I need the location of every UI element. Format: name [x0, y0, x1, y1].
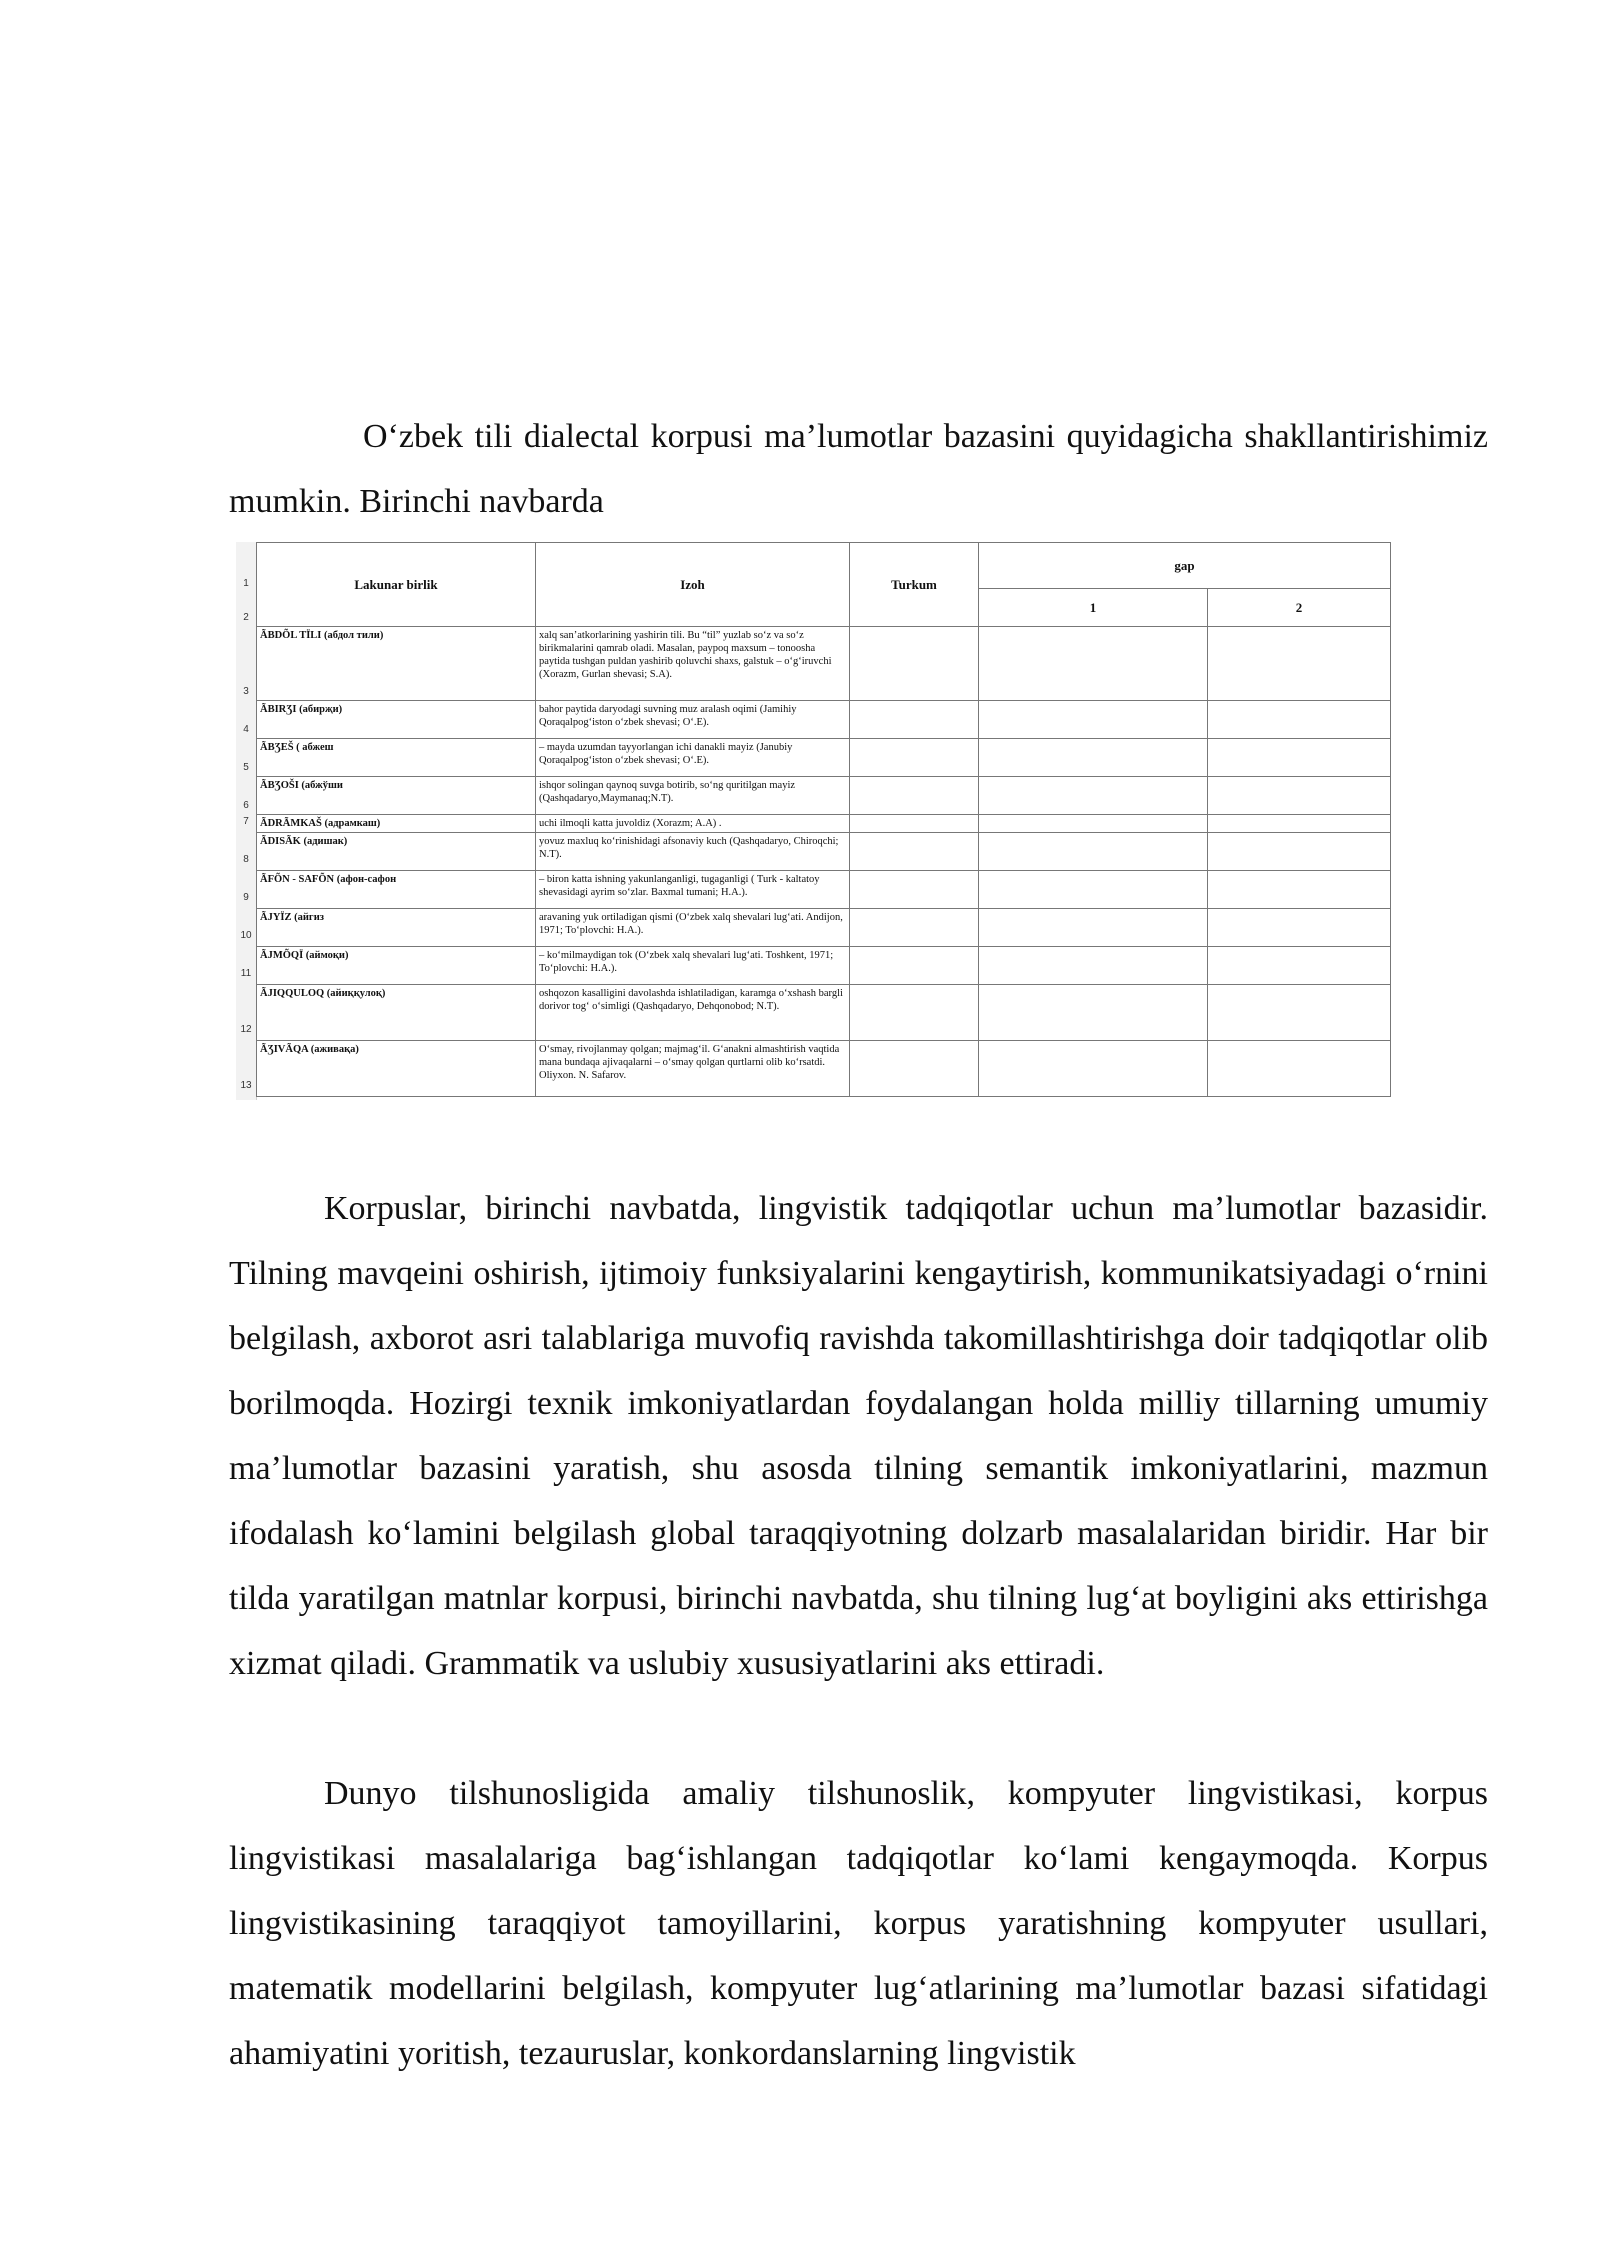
- row-number: 5: [243, 762, 249, 773]
- row-number: 12: [240, 1024, 252, 1035]
- cell-gap-1: [979, 871, 1208, 909]
- cell-lakunar-birlik: ÃBƷEŠ ( абжеш: [257, 739, 536, 777]
- table-row: [257, 947, 1391, 985]
- cell-gap-2: [1208, 947, 1391, 985]
- row-number-gutter: [236, 542, 257, 1100]
- cell-gap-1: [979, 739, 1208, 777]
- cell-izoh: oshqozon kasalligini davolashda ishlatiladigan, karamga o‘xshash bargli dorivor tog‘ o‘simligi (Qashqadaryo, Dehqonobod; N.T).: [536, 985, 850, 1041]
- body-paragraph-dunyo: Dunyo tilshunosligida amaliy tilshunoslik, kompyuter lingvistikasi, korpus lingvistikasi masalalariga bag‘ishlangan tadqiqotlar ko‘lami kengaymoqda. Korpus lingvistikasining taraqqiyot tamoyillarini, korpus yaratishning kompyuter usullari, matematik modellarini belgilash, kompyuter lug‘atlarining ma’lumotlar bazasi sifatidagi ahamiyatini yoritish, tezauruslar, konkordanslarning lingvistik: [229, 1775, 1488, 2072]
- cell-lakunar-birlik: ÃJIQQULOQ (айиққулоқ): [257, 985, 536, 1041]
- cell-lakunar-birlik: ÃƷIVÃQA (аживақа): [257, 1041, 536, 1097]
- cell-lakunar-birlik: ÃBƷOŠI (абжўши: [257, 777, 536, 815]
- table-row: [257, 833, 1391, 871]
- row-number: 4: [243, 724, 249, 735]
- table-row: [257, 985, 1391, 1041]
- header-turkum: Turkum: [850, 543, 979, 627]
- cell-gap-1: [979, 1041, 1208, 1097]
- header-gap-1: 1: [979, 589, 1208, 627]
- row-number: 2: [243, 612, 249, 623]
- cell-gap-2: [1208, 985, 1391, 1041]
- table-row: [257, 627, 1391, 701]
- row-number: 6: [243, 800, 249, 811]
- row-number: 3: [243, 686, 249, 697]
- table-row: [257, 815, 1391, 833]
- row-number: 11: [240, 968, 252, 979]
- cell-izoh: O‘smay, rivojlanmay qolgan; majmag‘il. G‘anakni almashtirish vaqtida mana bundaqa ajivaqalarni – o‘smay qolgan qurtlarni olib ko‘rsatdi. Oliyxon. N. Safarov.: [536, 1041, 850, 1097]
- cell-turkum: [850, 985, 979, 1041]
- body-paragraph-korpuslar: Korpuslar, birinchi navbatda, lingvistik tadqiqotlar uchun ma’lumotlar bazasidir. Tilning mavqeini oshirish, ijtimoiy funksiyalarini kengaytirish, kommunikatsiyadagi o‘rnini belgilash, axborot asri talablariga muvofiq ravishda takomillashtirishga doir tadqiqotlar olib borilmoqda. Hozirgi texnik imkoniyatlardan foydalangan holda milliy tillarning umumiy ma’lumotlar bazasini yaratish, shu asosda tilning semantik imkoniyatlarini, mazmun ifodalash ko‘lamini belgilash global taraqqiyotning dolzarb masalalaridan biridir. Har bir tilda yaratilgan matnlar korpusi, birinchi navbatda, shu tilning lug‘at boyligini aks ettirishga xizmat qiladi. Grammatik va uslubiy xususiyatlarini aks ettiradi.: [229, 1190, 1488, 1682]
- cell-lakunar-birlik: ÃDRÃMKAŠ (адрамкаш): [257, 815, 536, 833]
- cell-gap-1: [979, 777, 1208, 815]
- cell-lakunar-birlik: ÃBDÕL TÏLI (абдол тили): [257, 627, 536, 701]
- cell-izoh: uchi ilmoqli katta juvoldiz (Xorazm; A.A) .: [536, 815, 850, 833]
- cell-gap-2: [1208, 833, 1391, 871]
- cell-turkum: [850, 701, 979, 739]
- table-row: [257, 1041, 1391, 1097]
- cell-gap-2: [1208, 627, 1391, 701]
- cell-lakunar-birlik: ÃJMÕQÏ (аймоқи): [257, 947, 536, 985]
- table-row: [257, 909, 1391, 947]
- table-row: [257, 701, 1391, 739]
- cell-gap-2: [1208, 701, 1391, 739]
- cell-gap-2: [1208, 815, 1391, 833]
- row-number: 10: [240, 930, 252, 941]
- cell-gap-2: [1208, 909, 1391, 947]
- cell-izoh: – ko‘milmaydigan tok (O‘zbek xalq shevalari lug‘ati. Toshkent, 1971; To‘plovchi: H.A.).: [536, 947, 850, 985]
- cell-gap-1: [979, 909, 1208, 947]
- cell-turkum: [850, 1041, 979, 1097]
- cell-lakunar-birlik: ÃDISÃK (адишак): [257, 833, 536, 871]
- header-gap: gap: [979, 543, 1391, 589]
- cell-izoh: ishqor solingan qaynoq suvga botirib, so‘ng quritilgan mayiz (Qashqadaryo,Maymanaq;N.T).: [536, 777, 850, 815]
- cell-turkum: [850, 833, 979, 871]
- row-number: 1: [243, 578, 249, 589]
- cell-gap-1: [979, 815, 1208, 833]
- row-number: 13: [240, 1080, 252, 1091]
- cell-izoh: xalq san’atkorlarining yashirin tili. Bu “til” yuzlab so‘z va so‘z birikmalarini qamrab oladi. Masalan, paypoq maxsum – tonoosha paytida tushgan puldan yashirib qoluvchi shaxs, galstuk – o‘g‘iruvchi (Xorazm, Gurlan shevasi; S.A).: [536, 627, 850, 701]
- dialect-corpus-table-image: [236, 542, 1391, 1100]
- cell-lakunar-birlik: ÃBIRƷI (абирҗи): [257, 701, 536, 739]
- row-number: 7: [243, 816, 249, 827]
- header-lakunar-birlik: Lakunar birlik: [257, 543, 536, 627]
- cell-turkum: [850, 909, 979, 947]
- cell-gap-2: [1208, 871, 1391, 909]
- cell-gap-1: [979, 833, 1208, 871]
- cell-gap-2: [1208, 777, 1391, 815]
- table-row: [257, 871, 1391, 909]
- cell-turkum: [850, 739, 979, 777]
- cell-izoh: – biron katta ishning yakunlanganligi, tugaganligi ( Turk - kaltatoy shevasidagi ayrim so‘zlar. Baxmal tumani; H.A.).: [536, 871, 850, 909]
- cell-izoh: bahor paytida daryodagi suvning muz aralash oqimi (Jamihiy Qoraqalpog‘iston o‘zbek shevasi; O‘.E).: [536, 701, 850, 739]
- cell-lakunar-birlik: ÃJYÏZ (айгиз: [257, 909, 536, 947]
- cell-izoh: – mayda uzumdan tayyorlangan ichi danakli mayiz (Janubiy Qoraqalpog‘iston o‘zbek shevasi; O‘.E).: [536, 739, 850, 777]
- cell-gap-1: [979, 985, 1208, 1041]
- row-number: 8: [243, 854, 249, 865]
- cell-gap-2: [1208, 1041, 1391, 1097]
- cell-turkum: [850, 777, 979, 815]
- cell-turkum: [850, 627, 979, 701]
- cell-gap-1: [979, 701, 1208, 739]
- cell-turkum: [850, 815, 979, 833]
- table-row: [257, 739, 1391, 777]
- header-gap-2: 2: [1208, 589, 1391, 627]
- cell-gap-2: [1208, 739, 1391, 777]
- cell-turkum: [850, 947, 979, 985]
- header-izoh: Izoh: [536, 543, 850, 627]
- intro-paragraph: O‘zbek tili dialectal korpusi ma’lumotlar bazasini quyidagicha shakllantirishimiz mumkin. Birinchi navbarda: [229, 418, 1488, 520]
- cell-lakunar-birlik: ÃFÕN - SAFÕN (афон-сафон: [257, 871, 536, 909]
- table-row: [257, 777, 1391, 815]
- cell-turkum: [850, 871, 979, 909]
- dialect-table: [256, 542, 1391, 1097]
- cell-gap-1: [979, 947, 1208, 985]
- cell-gap-1: [979, 627, 1208, 701]
- cell-izoh: aravaning yuk ortiladigan qismi (O‘zbek xalq shevalari lug‘ati. Andijon, 1971; To‘plovchi: H.A.).: [536, 909, 850, 947]
- cell-izoh: yovuz maxluq ko‘rinishidagi afsonaviy kuch (Qashqadaryo, Chiroqchi; N.T).: [536, 833, 850, 871]
- row-number: 9: [243, 892, 249, 903]
